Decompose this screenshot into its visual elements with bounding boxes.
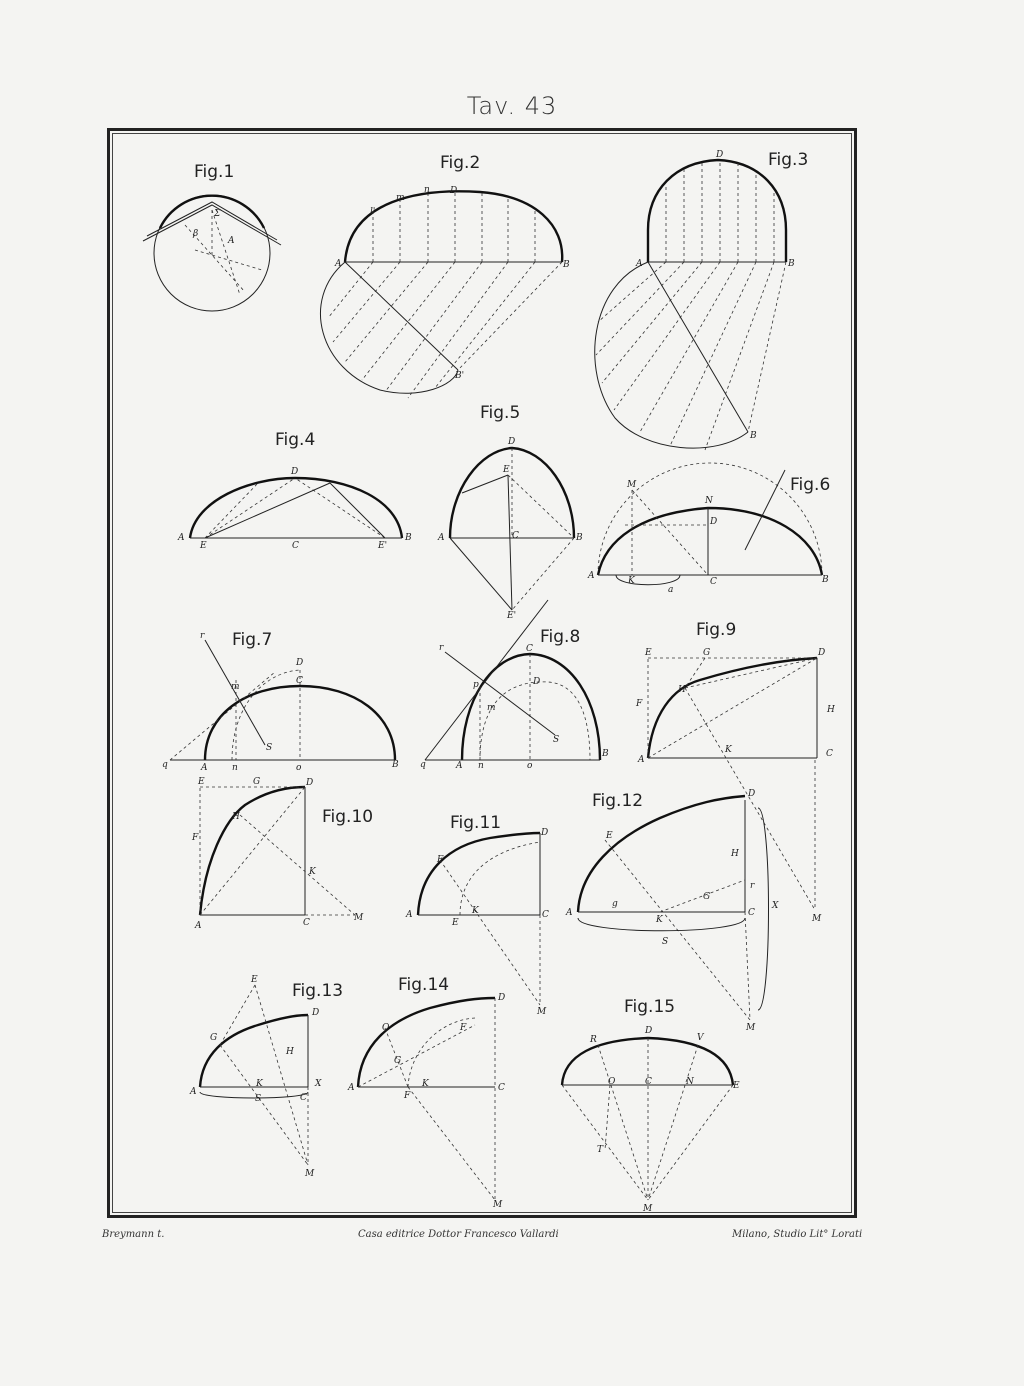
svg-text:E: E <box>503 465 510 475</box>
svg-text:D: D <box>533 677 541 687</box>
svg-text:M: M <box>493 1200 503 1210</box>
fig-4-label: Fig.4 <box>275 430 316 450</box>
svg-text:G: G <box>703 648 711 658</box>
credit-lithographer: Milano, Studio Lit° Lorati <box>732 1229 863 1240</box>
fig-12-label: Fig.12 <box>592 791 644 811</box>
svg-text:n: n <box>232 763 238 773</box>
figure-4 <box>177 430 412 551</box>
fig-7-label: Fig.7 <box>232 630 273 650</box>
svg-text:M: M <box>305 1169 315 1179</box>
svg-text:A: A <box>228 236 235 246</box>
svg-text:K: K <box>309 867 316 877</box>
svg-text:C: C <box>296 676 303 686</box>
svg-text:C: C <box>292 541 299 551</box>
svg-text:q: q <box>420 760 426 770</box>
svg-text:E: E <box>733 1081 740 1091</box>
svg-text:B: B <box>563 260 570 270</box>
fig-8-label: Fig.8 <box>540 627 581 647</box>
svg-text:N: N <box>686 1077 694 1087</box>
svg-text:M: M <box>746 1023 756 1033</box>
svg-text:r: r <box>750 881 755 891</box>
plate-title: Tav. 43 <box>466 92 558 120</box>
svg-text:r: r <box>200 631 205 641</box>
svg-text:A: A <box>178 533 185 543</box>
svg-text:R: R <box>590 1035 597 1045</box>
svg-text:S: S <box>662 937 669 947</box>
svg-text:Σ: Σ <box>214 209 221 219</box>
svg-text:A: A <box>588 571 595 581</box>
svg-text:F: F <box>636 699 643 709</box>
fig-5-label: Fig.5 <box>480 403 521 423</box>
svg-text:V: V <box>697 1033 704 1043</box>
svg-text:B: B <box>822 575 829 585</box>
svg-text:K: K <box>422 1079 429 1089</box>
svg-text:C: C <box>748 908 755 918</box>
svg-text:H: H <box>827 705 835 715</box>
svg-text:H: H <box>678 685 686 695</box>
svg-text:B: B <box>405 533 412 543</box>
svg-text:C: C <box>542 910 549 920</box>
svg-text:T: T <box>597 1145 604 1155</box>
svg-text:A: A <box>335 259 342 269</box>
svg-text:A: A <box>438 533 445 543</box>
figure-15 <box>562 997 740 1214</box>
figure-9 <box>635 620 835 924</box>
svg-text:E: E <box>452 918 459 928</box>
credit-engraver: Breymann t. <box>102 1229 165 1240</box>
fig-15-label: Fig.15 <box>624 997 676 1017</box>
svg-text:M: M <box>354 913 364 923</box>
svg-text:A: A <box>348 1083 355 1093</box>
svg-text:E: E <box>606 831 613 841</box>
svg-text:E: E <box>645 648 652 658</box>
svg-text:E: E <box>251 975 258 985</box>
svg-text:H: H <box>232 812 240 822</box>
svg-text:B: B <box>750 431 757 441</box>
svg-text:D: D <box>508 437 516 447</box>
svg-text:D: D <box>818 648 826 658</box>
svg-text:K: K <box>725 745 732 755</box>
svg-text:M: M <box>537 1007 547 1017</box>
svg-text:C: C <box>300 1093 307 1103</box>
figure-13 <box>189 975 343 1179</box>
svg-text:n: n <box>478 761 484 771</box>
svg-text:C: C <box>303 918 310 928</box>
svg-text:A: A <box>195 921 202 931</box>
svg-text:C: C <box>498 1083 505 1093</box>
svg-text:S: S <box>255 1094 262 1104</box>
svg-text:D: D <box>296 658 304 668</box>
svg-text:K: K <box>628 576 635 586</box>
svg-text:D: D <box>748 789 756 799</box>
fig-2-label: Fig.2 <box>440 153 481 173</box>
svg-text:E: E <box>200 541 207 551</box>
figure-2 <box>320 153 570 398</box>
svg-text:M: M <box>627 480 637 490</box>
svg-text:C: C <box>826 749 833 759</box>
svg-text:D: D <box>306 778 314 788</box>
svg-text:C: C <box>512 531 519 541</box>
svg-text:G: G <box>703 892 711 902</box>
svg-text:F: F <box>192 833 199 843</box>
svg-text:G: G <box>394 1056 402 1066</box>
fig-13-label: Fig.13 <box>292 981 344 1001</box>
svg-text:B: B <box>602 749 609 759</box>
svg-text:q: q <box>162 760 168 770</box>
svg-text:C: C <box>526 644 533 654</box>
svg-text:m: m <box>231 682 240 692</box>
figure-5 <box>437 403 583 621</box>
svg-text:p: p <box>473 680 479 690</box>
svg-text:A: A <box>638 755 645 765</box>
svg-text:B: B <box>392 760 399 770</box>
fig-10-label: Fig.10 <box>322 807 374 827</box>
fig-6-label: Fig.6 <box>790 475 831 495</box>
svg-text:N: N <box>705 496 713 506</box>
svg-text:A: A <box>201 763 208 773</box>
svg-text:G: G <box>210 1033 218 1043</box>
svg-text:K: K <box>656 915 663 925</box>
svg-text:a: a <box>668 585 674 595</box>
svg-text:B: B <box>788 259 795 269</box>
svg-text:C: C <box>710 577 717 587</box>
svg-text:D: D <box>498 993 506 1003</box>
figure-3 <box>595 150 809 450</box>
svg-text:D: D <box>710 517 718 527</box>
credit-publisher: Casa editrice Dottor Francesco Vallardi <box>358 1229 559 1240</box>
svg-text:g: g <box>612 899 618 909</box>
svg-text:B: B <box>576 533 583 543</box>
svg-text:m: m <box>396 193 405 203</box>
svg-text:D: D <box>312 1008 320 1018</box>
figure-10 <box>191 777 373 931</box>
svg-text:H: H <box>286 1047 294 1057</box>
fig-9-label: Fig.9 <box>696 620 737 640</box>
svg-text:D: D <box>541 828 549 838</box>
svg-text:H: H <box>731 849 739 859</box>
svg-text:K: K <box>472 906 479 916</box>
fig-3-label: Fig.3 <box>768 150 809 170</box>
svg-text:o: o <box>296 763 302 773</box>
svg-text:A: A <box>456 761 463 771</box>
svg-text:E': E' <box>507 611 517 621</box>
svg-text:F: F <box>437 855 444 865</box>
svg-text:β: β <box>193 229 199 239</box>
svg-text:G: G <box>253 777 261 787</box>
figure-6 <box>587 463 830 595</box>
svg-text:S: S <box>266 743 273 753</box>
figure-8 <box>420 600 609 771</box>
svg-text:S: S <box>553 735 560 745</box>
svg-text:A: A <box>636 259 643 269</box>
svg-text:A: A <box>190 1087 197 1097</box>
svg-text:F: F <box>460 1023 467 1033</box>
svg-text:D: D <box>716 150 724 160</box>
svg-text:X: X <box>315 1079 322 1089</box>
figure-7 <box>162 630 399 773</box>
svg-text:F: F <box>404 1091 411 1101</box>
svg-text:M: M <box>643 1204 653 1214</box>
svg-text:n: n <box>424 185 430 195</box>
svg-text:B': B' <box>455 371 465 381</box>
svg-text:E: E <box>198 777 205 787</box>
svg-text:o: o <box>527 761 533 771</box>
fig-14-label: Fig.14 <box>398 975 450 995</box>
svg-text:r: r <box>439 643 444 653</box>
svg-text:C: C <box>645 1077 652 1087</box>
svg-text:A: A <box>566 908 573 918</box>
svg-text:O: O <box>608 1077 616 1087</box>
svg-text:O: O <box>382 1023 390 1033</box>
svg-text:A: A <box>406 910 413 920</box>
svg-text:E': E' <box>378 541 388 551</box>
svg-text:D: D <box>645 1026 653 1036</box>
svg-text:D: D <box>291 467 299 477</box>
svg-text:K: K <box>256 1079 263 1089</box>
svg-text:M: M <box>812 914 822 924</box>
svg-text:X: X <box>772 901 779 911</box>
svg-text:D: D <box>450 186 458 196</box>
svg-text:m: m <box>487 703 496 713</box>
fig-1-label: Fig.1 <box>194 162 235 182</box>
fig-11-label: Fig.11 <box>450 813 502 833</box>
figure-1 <box>143 162 281 311</box>
svg-text:l': l' <box>370 207 376 217</box>
figure-14 <box>347 975 505 1210</box>
